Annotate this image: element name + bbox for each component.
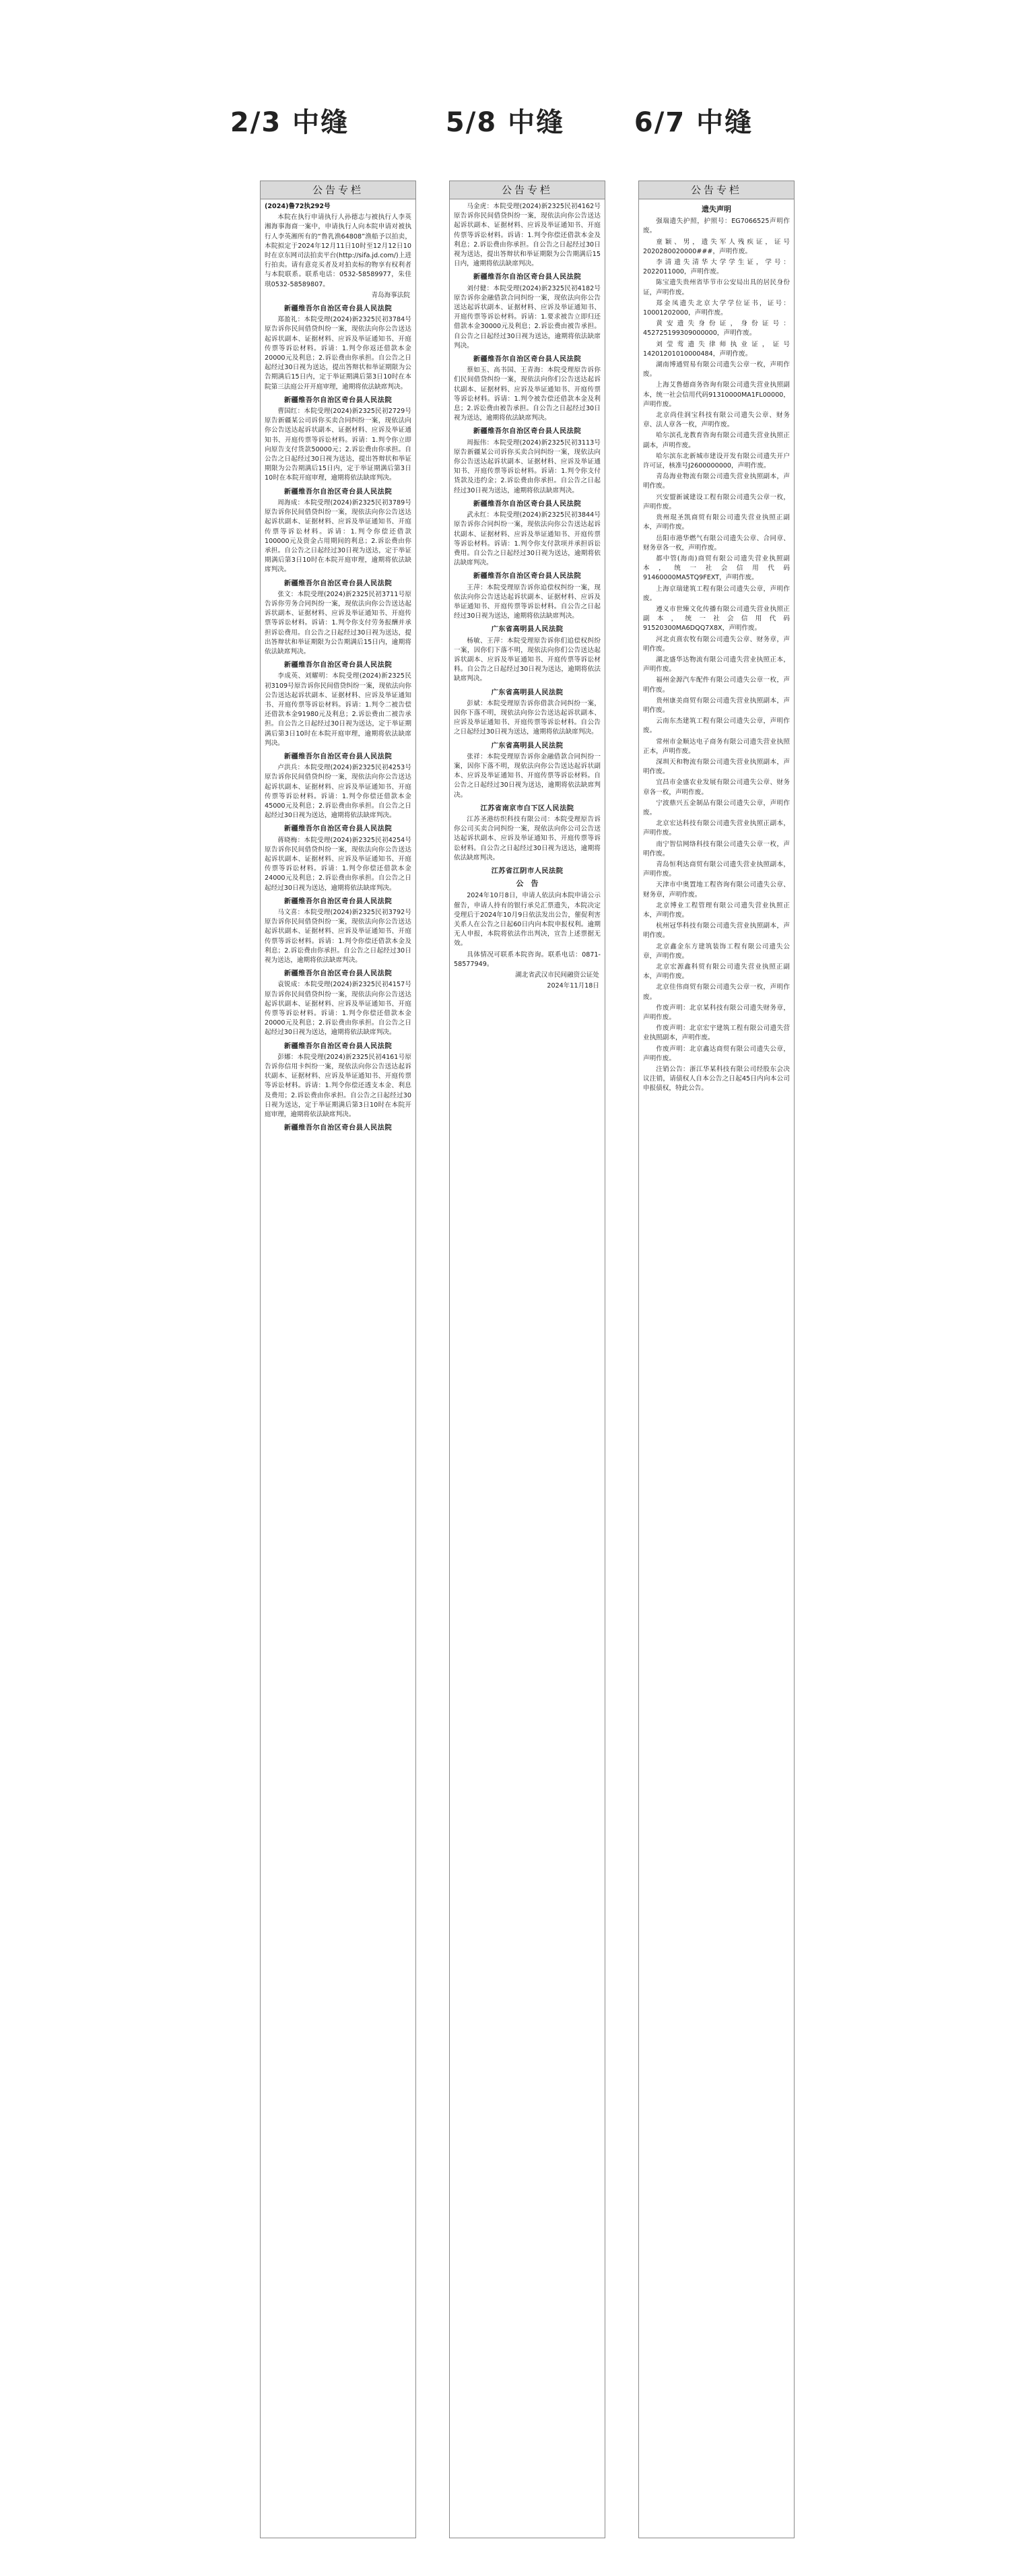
final-court: 江苏省江阴市人民法院 [491, 868, 564, 875]
statement-item: 贵州康美商贸有限公司遗失营业执照副本，声明作废。 [643, 697, 790, 714]
statement-item: 杭州冠华科技有限公司遗失营业执照副本，声明作废。 [643, 922, 790, 940]
statement-item: 作废声明：北京鑫达商贸有限公司遗失公章，声明作废。 [643, 1045, 790, 1062]
final-contact: 具体情况可联系本院咨询。联系电话：0871-58577949。 [454, 951, 601, 968]
notice-text: 江苏圣港纺织科技有限公司：本院受理原告诉你公司买卖合同纠纷一案，现依法向你公司公告送达起诉状副本、应诉及举证通知书、开庭传票等诉讼材料。自公告之日起经过30日视为送达，逾期将依法缺席判决。 [454, 815, 601, 862]
column-3-title: 6/7 中缝 [634, 107, 753, 138]
notice-text: 袁锐成：本院受理(2024)新2325民初4157号原告诉你民间借贷纠纷一案，现依法向你公告送达起诉状副本、证据材料、应诉及举证通知书、开庭传票等诉讼材料。诉请：1.判令你偿还借款本金20000元及利息；2.诉讼费由你承担。自公告之日起经过30日视为送达，逾期将依法缺席判决。 [265, 981, 411, 1037]
notice-court: 新疆维吾尔自治区奇台县人民法院 [473, 573, 582, 581]
notice-court: 新疆维吾尔自治区奇台县人民法院 [473, 500, 582, 508]
lost-statement-heading: 遗失声明 [702, 205, 731, 214]
statement-item: 深圳天和物流有限公司遗失营业执照副本，声明作废。 [643, 758, 790, 776]
statement-item: 刘莹莺遗失律师执业证，证号14201201010000484，声明作废。 [643, 340, 790, 358]
column-1-header: 公告专栏 [261, 181, 415, 199]
notice-item [265, 488, 411, 575]
notice-item [454, 355, 601, 423]
notice-item [265, 825, 411, 893]
statement-item: 天津市中奥置地工程咨询有限公司遗失公章、财务章，声明作废。 [643, 881, 790, 899]
statement-item: 黄安遗失身份证，身份证号：452725199309000000，声明作废。 [643, 320, 790, 337]
statement-item: 云南东杰建筑工程有限公司遗失公章，声明作废。 [643, 717, 790, 735]
case-ref: (2024)鲁72执292号 [265, 203, 331, 210]
notice-text: 李成英、刘耀明：本院受理(2024)新2325民初3109号原告诉你民间借贷纠纷一案，现依法向你公告送达起诉状副本、证据材料、应诉及举证通知书、开庭传票等诉讼材料。诉请：1.判令二被告偿还借款本金91980元及利息；2.诉讼费由二被告承担。自公告之日起经过30日视为送达，定于举证期满后第3日10时在本院开庭审理，逾期将依法缺席判决。 [265, 672, 411, 747]
statement-item: 作废声明：北京某科技有限公司遗失财务章，声明作废。 [643, 1004, 790, 1022]
statement-item: 强瑞遗失护照，护照号：EG7066525声明作废。 [643, 218, 790, 235]
notice-item [454, 742, 601, 800]
statement-item: 青岛恒利达商贸有限公司遗失营业执照副本，声明作废。 [643, 861, 790, 878]
notice-list [265, 304, 411, 1120]
column-2-body [450, 199, 605, 996]
notice-item [454, 625, 601, 684]
notice-text: 马文喜：本院受理(2024)新2325民初3792号原告诉你民间借贷纠纷一案，现依法向你公告送达起诉状副本、证据材料、应诉及举证通知书、开庭传票等诉讼材料。诉请：1.判令你偿还借款本金及利息；2.诉讼费由你承担。自公告之日起经过30日视为送达，逾期将依法缺席判决。 [265, 909, 411, 965]
column-1-title: 2/3 中缝 [230, 107, 349, 138]
statement-item: 宁波鼎兴五金制品有限公司遗失公章，声明作废。 [643, 799, 790, 816]
notice-text: 彭斌：本院受理原告诉你借款合同纠纷一案，因你下落不明，现依法向你公告送达起诉状副本、应诉及举证通知书、开庭传票等诉讼材料。自公告之日起经过30日视为送达，逾期将依法缺席判决。 [454, 699, 601, 736]
column-2-title: 5/8 中缝 [445, 107, 565, 138]
statement-item: 常州市金顺达电子商务有限公司遗失营业执照正本，声明作废。 [643, 738, 790, 755]
notice-text: 张祥：本院受理原告诉你金融借款合同纠纷一案，因你下落不明，现依法向你公告送达起诉状副本、应诉及举证通知书、开庭传票等诉讼材料。自公告之日起经过30日视为送达，逾期将依法缺席判决。 [454, 752, 601, 799]
notice-text: 彭娜：本院受理(2024)新2325民初4161号原告诉你信用卡纠纷一案，现依法向你公告送达起诉状副本、证据材料、应诉及举证通知书、开庭传票等诉讼材料。诉请：1.判令你偿还透支本金、利息及费用；2.诉讼费由你承担。自公告之日起经过30日视为送达，定于举证期满后第3日10时在本院开庭审理，逾期将依法缺席判决。 [265, 1053, 411, 1119]
statement-item: 陈宝遗失贵州省毕节市公安局出具的居民身份证，声明作废。 [643, 279, 790, 296]
statement-item: 北京佳伟商贸有限公司遗失公章一枚，声明作废。 [643, 984, 790, 1001]
final-heading: 公 告 [516, 879, 539, 889]
statement-item: 兴安盟新诚建设工程有限公司遗失公章一枚，声明作废。 [643, 493, 790, 511]
statement-item: 上海京瑞建筑工程有限公司遗失公章，声明作废。 [643, 585, 790, 602]
notice-item [454, 202, 601, 269]
column-3-body [639, 199, 794, 1099]
notice-item [454, 804, 601, 863]
notice-item [265, 661, 411, 748]
notice-court: 新疆维吾尔自治区奇台县人民法院 [283, 305, 393, 313]
notice-text: 周振伟：本院受理(2024)新2325民初3113号原告新疆某公司诉你买卖合同纠纷一案，现依法向你公告送达起诉状副本、证据材料、应诉及举证通知书、开庭传票等诉讼材料。诉请：1.判令你支付货款及违约金；2.诉讼费由你承担。自公告之日起经过30日视为送达，逾期将依法缺席判决。 [454, 439, 601, 494]
notice-text: 马金虎：本院受理(2024)新2325民初4162号原告诉你民间借贷纠纷一案，现依法向你公告送达起诉状副本、证据材料、应诉及举证通知书、开庭传票等诉讼材料。诉请：1.判令你偿还借款本金及利息；2.诉讼费由你承担。自公告之日起经过30日视为送达，提出答辩状和举证期限为公告期满后15日内，逾期将依法缺席判决。 [454, 203, 601, 268]
statement-item: 岳阳市港华燃气有限公司遗失公章、合同章、财务章各一枚，声明作废。 [643, 534, 790, 552]
statement-item: 宜昌市金盛农业发展有限公司遗失公章、财务章各一枚，声明作废。 [643, 779, 790, 796]
notice-item [265, 396, 411, 484]
notice-item [265, 969, 411, 1037]
statement-item: 青岛海业物流有限公司遗失营业执照副本，声明作废。 [643, 473, 790, 490]
statement-item: 湖南博通贸易有限公司遗失公章一枚，声明作废。 [643, 361, 790, 379]
notice-court: 新疆维吾尔自治区奇台县人民法院 [283, 752, 393, 761]
notice-item [454, 688, 601, 738]
notice-list [454, 202, 601, 863]
notice-court: 新疆维吾尔自治区奇台县人民法院 [283, 970, 393, 978]
notice-court: 新疆维吾尔自治区奇台县人民法院 [283, 488, 393, 496]
final-sign: 湖北省武汉市民间融资公证处 [515, 971, 599, 979]
notice-text: 卢洪兵：本院受理(2024)新2325民初4253号原告诉你民间借贷纠纷一案，现依法向你公告送达起诉状副本、证据材料、应诉及举证通知书、开庭传票等诉讼材料。诉请：1.判令你偿还借款本金45000元及利息；2.诉讼费由你承担。自公告之日起经过30日视为送达，逾期将依法缺席判决。 [265, 764, 411, 820]
statement-item: 童颖、男，遗失军人残疾证，证号2020280020000###，声明作废。 [643, 238, 790, 255]
notice-text: 周海成：本院受理(2024)新2325民初3789号原告诉你民间借贷纠纷一案，现依法向你公告送达起诉状副本、证据材料、应诉及举证通知书、开庭传票等诉讼材料。诉请：1.判令你偿还借款100000元及资金占用期间的利息；2.诉讼费由你承担。自公告之日起经过30日视为送达，定于举证期满后第3日10时在本院开庭审理，逾期将依法缺席判决。 [265, 498, 411, 574]
statement-item: 李清遗失清华大学学生证，学号：2022011000，声明作废。 [643, 259, 790, 276]
notice-text: 武永红：本院受理(2024)新2325民初3844号原告诉你合同纠纷一案，现依法向你公告送达起诉状副本、证据材料、应诉及举证通知书、开庭传票等诉讼材料。诉请：1.判令你支付款项并承担诉讼费用。自公告之日起经过30日视为送达，逾期将依法缺席判决。 [454, 511, 601, 567]
notice-item [265, 897, 411, 965]
statement-item: 湖北盛华达物流有限公司遗失营业执照正本，声明作废。 [643, 655, 790, 674]
statement-item: 福州金源汽车配件有限公司遗失公章一枚，声明作废。 [643, 676, 790, 694]
notice-item [454, 500, 601, 568]
notice-text: 蔡如玉、高书国、王青海：本院受理原告诉你们民间借贷纠纷一案，现依法向你们公告送达起诉状副本、证据材料、应诉及举证通知书、开庭传票等诉讼材料。诉请：1.判令被告偿还借款本金及利息；2.诉讼费由被告承担。自公告之日起经过30日视为送达，逾期将依法缺席判决。 [454, 366, 601, 422]
notice-item [454, 427, 601, 495]
court-sign: 青岛海事法院 [371, 291, 410, 299]
notice-court: 广东省高明县人民法院 [491, 626, 564, 634]
intro-notice: 本院在执行申请执行人孙德志与被执行人李英湘海事海商一案中，申请执行人向本院申请对被执行人李英湘所有的“鲁乳渔64808”渔船予以拍卖，本院拟定于2024年12月11日10时至12月12日10时在京东网司法拍卖平台(http://sifa.jd.com/)上进行拍卖。请有意竞买者及对拍卖标的物享有权利者与本院联系。联系电话：0532-58589977，朱佳琪0532-58589807。 [265, 214, 411, 288]
notice-court: 新疆维吾尔自治区奇台县人民法院 [283, 825, 393, 833]
notice-court: 新疆维吾尔自治区奇台县人民法院 [283, 579, 393, 587]
statement-item: 哈尔滨孔龙教育咨询有限公司遗失营业执照正副本，声明作废。 [643, 432, 790, 449]
notice-court: 新疆维吾尔自治区奇台县人民法院 [473, 428, 582, 436]
notice-item [454, 273, 601, 351]
notice-item [454, 572, 601, 621]
final-notice: 2024年10月8日，申请人依法向本院申请公示催告，申请人持有的银行承兑汇票遗失，本院决定受理后于2024年10月9日依法发出公告，催促利害关系人在公告之日起60日内向本院申报权利。逾期无人申报，本院将依法作出判决，宣告上述票据无效。 [454, 892, 601, 948]
column-3-header: 公告专栏 [639, 181, 794, 199]
statement-item: 作废声明：北京宏宇建筑工程有限公司遗失营业执照副本，声明作废。 [643, 1025, 790, 1042]
notice-text: 郑盈礼：本院受理(2024)新2325民初3784号原告诉你民间借贷纠纷一案，现依法向你公告送达起诉状副本、证据材料、应诉及举证通知书、开庭传票等诉讼材料。诉请：1.判令你返还借款本金20000元及利息；2.诉讼费由你承担。自公告之日起经过30日视为送达，提出答辩状和举证期限为公告期满后15日内，定于举证期满后第3日10时在本院第三法庭公开开庭审理，逾期将依法缺席判决。 [265, 316, 411, 391]
notice-court: 新疆维吾尔自治区奇台县人民法院 [283, 662, 393, 670]
statement-item: 贵州琨圣凯商贸有限公司遗失营业执照正副本，声明作废。 [643, 514, 790, 532]
statement-item: 哈尔滨东北新城市建设开发有限公司遗失开户许可证，核准号J2600000000，声明作废。 [643, 452, 790, 470]
statement-item: 北京宏达科技有限公司遗失营业执照正副本，声明作废。 [643, 820, 790, 837]
notice-column-3 [638, 181, 795, 2538]
notice-text: 蒋晓梅：本院受理(2024)新2325民初4254号原告诉你民间借贷纠纷一案，现依法向你公告送达起诉状副本、证据材料、应诉及举证通知书、开庭传票等诉讼材料。诉请：1.判令你偿还借款本金24000元及利息；2.诉讼费由你承担。自公告之日起经过30日视为送达，逾期将依法缺席判决。 [265, 836, 411, 892]
notice-item [265, 752, 411, 820]
statement-item: 北京宏源鑫科贸有限公司遗失营业执照正副本，声明作废。 [643, 963, 790, 981]
notice-column-2 [449, 181, 605, 2538]
statement-item: 都中管(海南)商贸有限公司遗失营业执照副本，统一社会信用代码91460000MA5TQ9FEXT，声明作废。 [643, 554, 790, 582]
notice-court: 江苏省南京市白下区人民法院 [480, 804, 574, 812]
notice-text: 王萍：本院受理原告诉你追偿权纠纷一案，现依法向你公告送达起诉状副本、证据材料、应诉及举证通知书、开庭传票等诉讼材料。自公告之日起经过30日视为送达，逾期将依法缺席判决。 [454, 583, 601, 620]
statement-item: 注销公告：浙江华某科技有限公司经股东会决议注销，请债权人自本公告之日起45日内向本公司申报债权，特此公告。 [643, 1066, 790, 1093]
notice-text: 杨敏、王萍：本院受理原告诉你们追偿权纠纷一案，因你们下落不明，现依法向你们公告送达起诉状副本、应诉及举证通知书、开庭传票等诉讼材料。自公告之日起经过30日视为送达，逾期将依法缺席判决。 [454, 637, 601, 683]
notice-court: 新疆维吾尔自治区奇台县人民法院 [473, 273, 582, 282]
notice-court: 新疆维吾尔自治区奇台县人民法院 [283, 897, 393, 905]
statement-item: 上海艾鲁德商务咨询有限公司遗失营业执照副本，统一社会信用代码91310000MA1FL00000，声明作废。 [643, 381, 790, 408]
statement-item: 北京鑫金东方建筑装饰工程有限公司遗失公章，声明作废。 [643, 942, 790, 960]
notice-court: 广东省高明县人民法院 [491, 688, 564, 697]
statement-item: 北京博业工程管理有限公司遗失营业执照正本，声明作废。 [643, 901, 790, 920]
notice-text: 曹国红：本院受理(2024)新2325民初2729号原告新疆某公司诉你买卖合同纠纷一案，现依法向你公告送达起诉状副本、证据材料、应诉及举证通知书、开庭传票等诉讼材料。诉请：1.判令你立即向原告支付货款50000元；2.诉讼费由你承担。自公告之日起经过30日视为送达，提出答辩状和举证期限为公告期满后15日内，定于举证期满后第3日10时在本院开庭审理，逾期将依法缺席判决。 [265, 408, 411, 482]
statement-item: 北京尚佳润宝科技有限公司遗失公章、财务章、法人章各一枚，声明作废。 [643, 412, 790, 429]
trailing-court: 新疆维吾尔自治区奇台县人民法院 [283, 1124, 393, 1132]
column-2-header: 公告专栏 [450, 181, 605, 199]
notice-court: 新疆维吾尔自治区奇台县人民法院 [283, 1042, 393, 1050]
notice-item [265, 1042, 411, 1120]
notice-text: 张文：本院受理(2024)新2325民初3711号原告诉你劳务合同纠纷一案，现依法向你公告送达起诉状副本、证据材料、应诉及举证通知书、开庭传票等诉讼材料。诉请：1.判令你支付劳务报酬并承担诉讼费用。自公告之日起经过30日视为送达，提出答辩状和举证期限为公告期满后15日内，逾期将依法缺席判决。 [265, 590, 411, 655]
notice-item [265, 304, 411, 392]
statement-list [643, 217, 790, 1093]
statement-item: 遵义市世臻文化传播有限公司遗失营业执照正副本，统一社会信用代码91520300MA6DQQ7X8X，声明作废。 [643, 605, 790, 633]
final-date: 2024年11月18日 [547, 982, 599, 990]
notice-court: 新疆维吾尔自治区奇台县人民法院 [473, 356, 582, 364]
notice-court: 广东省高明县人民法院 [491, 742, 564, 750]
column-1-body [261, 199, 415, 1138]
notice-item [265, 579, 411, 657]
statement-item: 河北贞熹农牧有限公司遗失公章、财务章，声明作废。 [643, 635, 790, 653]
statement-item: 南宁智信网络科技有限公司遗失公章一枚，声明作废。 [643, 840, 790, 858]
notice-text: 刘付健：本院受理(2024)新2325民初4182号原告诉你金融借款合同纠纷一案，现依法向你公告送达起诉状副本、证据材料、应诉及举证通知书、开庭传票等诉讼材料。诉请：1.要求被告立即归还借款本金30000元及利息；2.诉讼费由被告承担。自公告之日起经过30日视为送达，逾期将依法缺席判决。 [454, 284, 601, 350]
notice-column-1 [260, 181, 416, 2538]
notice-court: 新疆维吾尔自治区奇台县人民法院 [283, 396, 393, 404]
statement-item: 郑金凤遗失北京大学学位证书，证号：10001202000，声明作废。 [643, 299, 790, 317]
